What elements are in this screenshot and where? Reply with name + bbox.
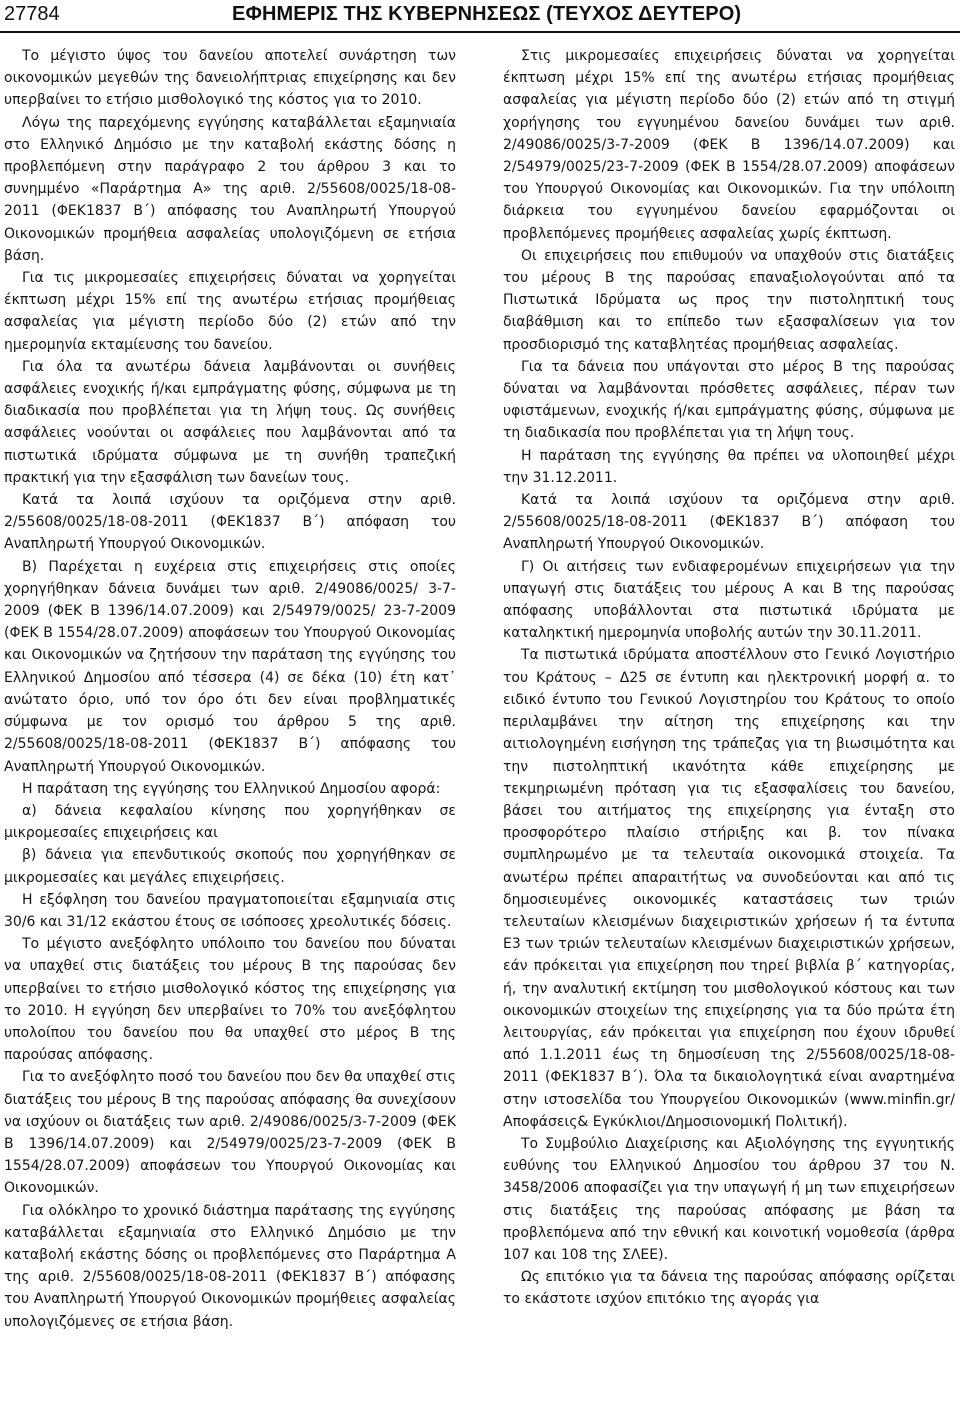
paragraph: Στις μικρομεσαίες επιχειρήσεις δύναται να χορηγείται έκπτωση μέχρι 15% επί της ανωτέρω ετήσιας προμήθειας ασφαλείας για μέγιστη περίοδο δύο (2) ετών από τη στιγμή χορήγησης του εγγυημένου δανείου δυνάμει των αριθ. 2/49086/0025/3-7-2009 (ΦΕΚ Β 1396/14.07.2009) και 2/54979/0025/23-7-2009 (ΦΕΚ Β 1554/28.07.2009) αποφάσεων του Υπουργού Οικονομίας και Οικονομικών. Για την υπόλοιπη διάρκεια του εγγυημένου δανείου εφαρμόζονται οι προβλεπόμενες προμήθειες ασφαλείας χωρίς έκπτωση. <box>503 48 955 242</box>
paragraph: Οι επιχειρήσεις που επιθυμούν να υπαχθούν στις διατάξεις του μέρους Β της παρούσας επαναξιολογούνται από τα Πιστωτικά Ιδρύματα ως προς την πιστοληπτική τους διαβάθμιση και το επίπεδο των εξασφαλίσεων για τον προσδιορισμό της καταβλητέας προμήθειας ασφαλείας. <box>503 247 955 353</box>
paragraph: Λόγω της παρεχόμενης εγγύησης καταβάλλεται εξαμηνιαία στο Ελληνικό Δημόσιο με την καταβολή εκάστης δόσης η προβλεπόμενη στην παράγραφο 2 του άρθρου 3 και το συνημμένο «Παράρτημα Α» της αριθ. 2/55608/0025/18-08-2011 (ΦΕΚ1837 Β΄) απόφασης του Αναπληρωτή Υπουργού Οικονομικών προμήθεια ασφαλείας υπολογιζόμενη σε ετήσια βάση. <box>4 114 456 264</box>
journal-title: ΕΦΗΜΕΡΙΣ ΤΗΣ ΚΥΒΕΡΝΗΣΕΩΣ (ΤΕΥΧΟΣ ΔΕΥΤΕΡΟ) <box>232 3 742 25</box>
paragraph: Γ) Οι αιτήσεις των ενδιαφερομένων επιχειρήσεων για την υπαγωγή στις διατάξεις του μέρους Α και Β της παρούσας απόφασης υποβάλλονται στα πιστωτικά ιδρύματα με καταληκτική ημερομηνία υποβολής αυτών την 30.11.2011. <box>503 558 955 642</box>
paragraph: Το μέγιστο ύψος του δανείου αποτελεί συνάρτηση των οικονομικών μεγεθών της δανειολήπτριας επιχείρησης και δεν υπερβαίνει το ετήσιο μισθολογικό της κόστος για το 2010. <box>4 48 456 109</box>
page-header <box>0 0 960 34</box>
paragraph: β) δάνεια για επενδυτικούς σκοπούς που χορηγήθηκαν σε μικρομεσαίες και μεγάλες επιχειρήσεις. <box>4 847 456 886</box>
paragraph: Για τα δάνεια που υπάγονται στο μέρος Β της παρούσας δύναται να λαμβάνονται πρόσθετες ασφάλειες, πέραν των υφιστάμενων, ενοχικής ή/και εμπράγματης φύσης, σύμφωνα με τη διαδικασία που προβλέπεται για τη λήψη τους. <box>503 358 955 442</box>
paragraph: Κατά τα λοιπά ισχύουν τα οριζόμενα στην αριθ. 2/55608/0025/18-08-2011 (ΦΕΚ1837 Β΄) απόφαση του Αναπληρωτή Υπουργού Οικονομικών. <box>503 492 955 553</box>
paragraph: Το Συμβούλιο Διαχείρισης και Αξιολόγησης της εγγυητικής ευθύνης του Ελληνικού Δημοσίου του άρθρου 37 του Ν. 3458/2006 αποφασίζει για την υπαγωγή ή μη των επιχειρήσεων στις διατάξεις της παρούσας απόφασης με βάση τα προβλεπόμενα από την εθνική και κοινοτική νομοθεσία (άρθρα 107 και 108 της ΣΛΕΕ). <box>503 1135 955 1263</box>
paragraph: Η εξόφληση του δανείου πραγματοποιείται εξαμηνιαία στις 30/6 και 31/12 εκάστου έτους σε ισόποσες χρεολυτικές δόσεις. <box>4 891 456 930</box>
paragraph: Το μέγιστο ανεξόφλητο υπόλοιπο του δανείου που δύναται να υπαχθεί στις διατάξεις του μέρους Β της παρούσας δεν υπερβαίνει το ετήσιο μισθολογικό κόστος της επιχείρησης για το 2010. Η εγγύηση δεν υπερβαίνει το 70% του ανεξόφλητου υπολοίπου του δανείου που θα υπαχθεί στο μέρος Β της παρούσας απόφασης. <box>4 936 456 1064</box>
paragraph: Για όλα τα ανωτέρω δάνεια λαμβάνονται οι συνήθεις ασφάλειες ενοχικής ή/και εμπράγματης φύσης, σύμφωνα με τη διαδικασία που προβλέπεται για τη λήψη τους. Ως συνήθεις ασφάλειες νοούνται οι ασφάλειες που λαμβάνονται από τα πιστωτικά ιδρύματα σύμφωνα με τη συνήθη τραπεζική πρακτική για την εξασφάλιση των δανείων τους. <box>4 358 456 486</box>
paragraph: α) δάνεια κεφαλαίου κίνησης που χορηγήθηκαν σε μικρομεσαίες επιχειρήσεις και <box>4 802 456 842</box>
header-rule <box>0 31 960 33</box>
paragraph: Η παράταση της εγγύησης θα πρέπει να υλοποιηθεί μέχρι την 31.12.2011. <box>503 447 955 486</box>
paragraph: Β) Παρέχεται η ευχέρεια στις επιχειρήσεις στις οποίες χορηγήθηκαν δάνεια δυνάμει των αριθ. 2/49086/0025/ 3-7-2009 (ΦΕΚ Β 1396/14.07.2009) και 2/54979/0025/ 23-7-2009 (ΦΕΚ Β 1554/28.07.2009) αποφάσεων του Υπουργού Οικονομίας και Οικονομικών να ζητήσουν την παράταση της εγγύησης του Ελληνικού Δημοσίου από τέσσερα (4) σε δέκα (10) έτη κατ᾽ ανώτατο όριο, υπό τον όρο ότι δεν είναι προβληματικές σύμφωνα με τον ορισμό του άρθρου 5 της αριθ. 2/55608/0025/18-08-2011 (ΦΕΚ1837 Β΄) απόφασης του Αναπληρωτή Υπουργού Οικονομικών. <box>4 558 456 775</box>
paragraph: Για τις μικρομεσαίες επιχειρήσεις δύναται να χορηγείται έκπτωση μέχρι 15% επί της ανωτέρω ετήσιας προμήθειας ασφαλείας για μέγιστη περίοδο δύο (2) ετών από την ημερομηνία εκταμίευσης του δανείου. <box>4 270 456 353</box>
paragraph: Ως επιτόκιο για τα δάνεια της παρούσας απόφασης ορίζεται το εκάστοτε ισχύον επιτόκιο της αγοράς για <box>503 1269 955 1308</box>
paragraph: Κατά τα λοιπά ισχύουν τα οριζόμενα στην αριθ. 2/55608/0025/18-08-2011 (ΦΕΚ1837 Β΄) απόφαση του Αναπληρωτή Υπουργού Οικονομικών. <box>4 492 456 553</box>
left-column <box>4 45 456 1333</box>
paragraph: Για το ανεξόφλητο ποσό του δανείου που δεν θα υπαχθεί στις διατάξεις του μέρους Β της παρούσας απόφασης θα συνεχίσουν να ισχύουν οι διατάξεις των αριθ. 2/49086/0025/3-7-2009 (ΦΕΚ Β 1396/14.07.2009) και 2/54979/0025/23-7-2009 (ΦΕΚ Β 1554/28.07.2009) αποφάσεων του Υπουργού Οικονομίας και Οικονομικών. <box>4 1069 456 1197</box>
right-column <box>503 45 955 1311</box>
page-number: 27784 <box>4 3 60 25</box>
paragraph: Τα πιστωτικά ιδρύματα αποστέλλουν στο Γενικό Λογιστήριο του Κράτους – Δ25 σε έντυπη και ηλεκτρονική μορφή α. το ειδικό έντυπο του Γενικού Λογιστηρίου του Κράτους το οποίο περιλαμβάνει την αίτηση της επιχείρησης και την αιτιολογημένη εισήγηση της τράπεζας για τη βιωσιμότητα και την πιστοληπτική ικανότητα κάθε επιχείρησης με τεκμηριωμένη πρόταση για τις εξασφαλίσεις του δανείου, βάσει του αιτήματος της επιχείρησης για ένταξη στο προσφορότερο πλαίσιο στήριξης και β. τον πίνακα συμπληρωμένο με τα τελευταία οικονομικά στοιχεία. Τα ανωτέρω πρέπει απαραιτήτως να συνοδεύονται και από τις δημοσιευμένες οικονομικές καταστάσεις των τριών τελευταίων κλεισμένων διαχειριστικών χρήσεων ή τα έντυπα Ε3 των τριών τελευταίων κλεισμένων διαχειριστικών χρήσεων, εάν πρόκειται για επιχείρηση που τηρεί βιβλία β΄ κατηγορίας, ή, την αναλυτική εκτίμηση του μισθολογικού κόστους και των οικονομικών στοιχείων της επιχείρησης για τα δύο πρώτα έτη λειτουργίας, εάν πρόκειται για επιχείρηση που έχουν ιδρυθεί από 1.1.2011 έως τη δημοσίευση της 2/55608/0025/18-08-2011 (ΦΕΚ1837 Β΄). Όλα τα δικαιολογητικά είναι αναρτημένα στην ιστοσελίδα του Υπουργείου Οικονομικών (www.minfin.gr/Αποφάσεις& Εγκύκλιοι/Δημοσιονομική Πολιτική). <box>503 647 955 1130</box>
paragraph: Η παράταση της εγγύησης του Ελληνικού Δημοσίου αφορά: <box>22 780 441 797</box>
paragraph: Για ολόκληρο το χρονικό διάστημα παράτασης της εγγύησης καταβάλλεται εξαμηνιαία στο Ελληνικό Δημόσιο με την καταβολή εκάστης δόσης οι προβλεπόμενες στο Παράρτημα Α της αριθ. 2/55608/0025/18-08-2011 (ΦΕΚ1837 Β΄) απόφασης του Αναπληρωτή Υπουργού Οικονομικών προμήθειες ασφαλείας υπολογιζόμενες σε ετήσια βάση. <box>4 1202 456 1330</box>
